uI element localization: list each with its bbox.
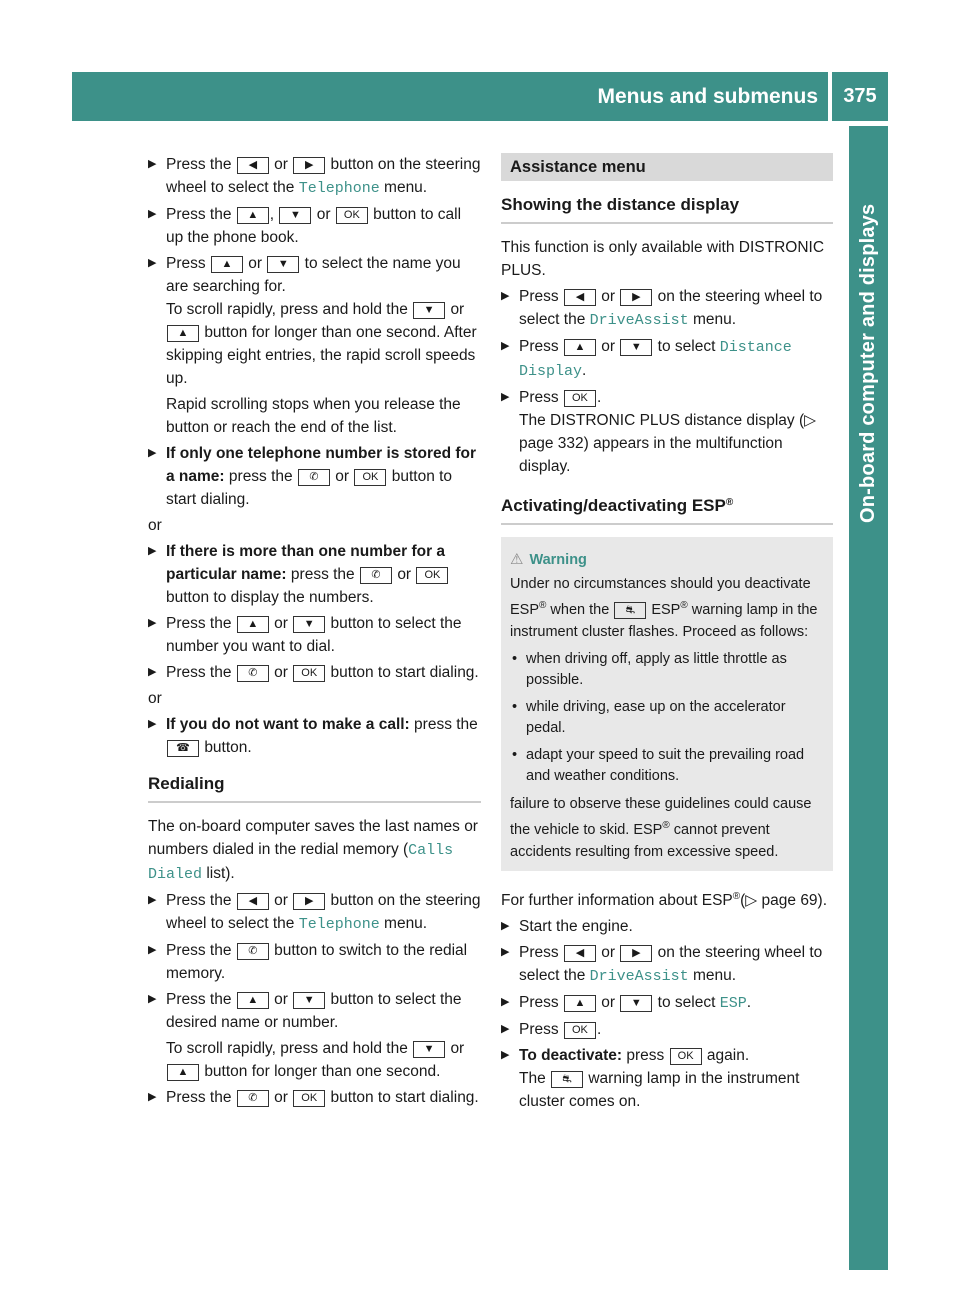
step-arrow-icon: ▶ [148,944,157,956]
paragraph: This function is only available with DISTRONIC PLUS. [501,239,825,279]
phone-button-icon: ✆ [298,469,330,486]
section-heading-esp: Activating/deactivating ESP® [501,491,833,525]
esp-warning-lamp-icon: ⛐ [614,602,646,619]
up-button-icon: ▲ [564,995,596,1012]
step: ▶ Press the ✆ or OK button to start dialing. [148,661,481,684]
list-item: • while driving, ease up on the accelerator pedal. [512,699,786,736]
step-arrow-icon: ▶ [148,1091,157,1103]
step: ▶ Press ▲ or ▼ to select the name you are searching for. To scroll rapidly, press and hold the ▼ or ▲ button for longer than one second. After skipping eight entries, the rapid scroll speeds up. Rapid scrolling stops when you release the button or reach the end of the list. [148,252,481,439]
warning-triangle-icon: ⚠ [510,551,524,568]
step-arrow-icon: ▶ [148,993,157,1005]
right-button-icon: ▶ [620,289,652,306]
left-button-icon: ◀ [564,945,596,962]
step-arrow-icon: ▶ [148,894,157,906]
page-title: Menus and submenus [597,85,818,108]
ok-button-icon: OK [564,390,596,407]
step: ▶ If only one telephone number is stored for a name: press the ✆ or OK button to start dialing. [148,442,481,511]
left-column [148,153,481,1112]
step-arrow-icon: ▶ [148,617,157,629]
paragraph: The on-board computer saves the last names or numbers dialed in the redial memory (Calls Dialed list). [148,818,478,883]
left-button-icon: ◀ [237,893,269,910]
step-arrow-icon: ▶ [501,1023,510,1035]
down-button-icon: ▼ [620,995,652,1012]
down-button-icon: ▼ [267,256,299,273]
step-arrow-icon: ▶ [148,666,157,678]
step: ▶ Press ▲ or ▼ to select Distance Display. [501,335,833,383]
up-button-icon: ▲ [237,992,269,1009]
step-arrow-icon: ▶ [501,340,510,352]
ok-button-icon: OK [670,1048,702,1065]
step-arrow-icon: ▶ [148,447,157,459]
step: ▶ Press the ◀ or ▶ button on the steering wheel to select the Telephone menu. [148,153,481,200]
right-button-icon: ▶ [620,945,652,962]
ok-button-icon: OK [336,207,368,224]
step: ▶ Press the ✆ or OK button to start dialing. [148,1086,481,1109]
up-button-icon: ▲ [564,339,596,356]
up-button-icon: ▲ [211,256,243,273]
or-text: or [148,517,162,534]
section-heading-redialing: Redialing [148,772,481,803]
step: ▶ Press ▲ or ▼ to select ESP. [501,991,833,1015]
right-button-icon: ▶ [293,157,325,174]
phone-button-icon: ✆ [237,943,269,960]
step-arrow-icon: ▶ [501,920,510,932]
up-button-icon: ▲ [237,207,269,224]
down-button-icon: ▼ [293,616,325,633]
step: ▶ Press OK . [501,1018,833,1041]
right-column [501,153,833,1116]
step: ▶ Press the ✆ button to switch to the redial memory. [148,939,481,985]
down-button-icon: ▼ [293,992,325,1009]
step: ▶ Press the ◀ or ▶ button on the steering wheel to select the Telephone menu. [148,889,481,936]
step-arrow-icon: ▶ [501,1049,510,1061]
hangup-button-icon: ☎ [167,740,199,757]
side-tab-label: On-board computer and displays [857,203,879,524]
step: ▶ Start the engine. [501,915,833,938]
left-button-icon: ◀ [564,289,596,306]
down-button-icon: ▼ [413,302,445,319]
paragraph: For further information about ESP®(▷ page 69). [501,891,828,909]
ok-button-icon: OK [354,469,386,486]
step: ▶ Press ◀ or ▶ on the steering wheel to select the DriveAssist menu. [501,285,833,332]
page-number: 375 [832,72,888,121]
step-arrow-icon: ▶ [501,391,510,403]
phone-button-icon: ✆ [237,1090,269,1107]
down-button-icon: ▼ [620,339,652,356]
step-arrow-icon: ▶ [148,257,157,269]
step: ▶ To deactivate: press OK again. The ⛐ warning lamp in the instrument cluster comes on. [501,1044,833,1113]
step: ▶ If you do not want to make a call: press the ☎ button. [148,713,481,759]
menu-heading: Assistance menu [501,153,833,181]
or-text: or [148,690,162,707]
section-heading-distance: Showing the distance display [501,193,833,224]
step: ▶ Press the ▲ , ▼ or OK button to call up the phone book. [148,203,481,249]
step-arrow-icon: ▶ [501,996,510,1008]
phone-button-icon: ✆ [237,665,269,682]
list-item: • adapt your speed to suit the prevailing road and weather conditions. [512,747,805,784]
step: ▶ Press ◀ or ▶ on the steering wheel to select the DriveAssist menu. [501,941,833,988]
down-button-icon: ▼ [413,1041,445,1058]
step: ▶ Press the ▲ or ▼ button to select the desired name or number. To scroll rapidly, press and hold the ▼ or ▲ button for longer than one second. [148,988,481,1083]
step-arrow-icon: ▶ [501,946,510,958]
step-arrow-icon: ▶ [148,718,157,730]
ok-button-icon: OK [293,665,325,682]
ok-button-icon: OK [564,1022,596,1039]
step-arrow-icon: ▶ [148,545,157,557]
up-button-icon: ▲ [167,1064,199,1081]
step-arrow-icon: ▶ [501,290,510,302]
step: ▶ Press the ▲ or ▼ button to select the number you want to dial. [148,612,481,658]
up-button-icon: ▲ [237,616,269,633]
step: ▶ Press OK . The DISTRONIC PLUS distance display (▷ page 332) appears in the multifunction display. [501,386,833,478]
left-button-icon: ◀ [237,157,269,174]
step: ▶ If there is more than one number for a particular name: press the ✆ or OK button to display the numbers. [148,540,481,609]
warning-box: ⚠ Warning Under no circumstances should you deactivate ESP® when the ⛐ ESP® warning lamp in the instrument cluster flashes. Proceed as follows: • when driving off, apply as little throttle as possible. • while driving, ease up on the accelerator pedal. • adapt your speed to suit the prevailing road and weather conditions. failure to observe these guidelines could cause the vehicle to skid. ESP® cannot prevent accidents resulting from excessive speed. [501,537,833,871]
phone-button-icon: ✆ [360,567,392,584]
right-button-icon: ▶ [293,893,325,910]
list-item: • when driving off, apply as little throttle as possible. [512,651,787,688]
esp-off-lamp-icon: ⛐ [551,1071,583,1088]
ok-button-icon: OK [293,1090,325,1107]
step-arrow-icon: ▶ [148,208,157,220]
step-arrow-icon: ▶ [148,158,157,170]
ok-button-icon: OK [416,567,448,584]
up-button-icon: ▲ [167,325,199,342]
down-button-icon: ▼ [279,207,311,224]
